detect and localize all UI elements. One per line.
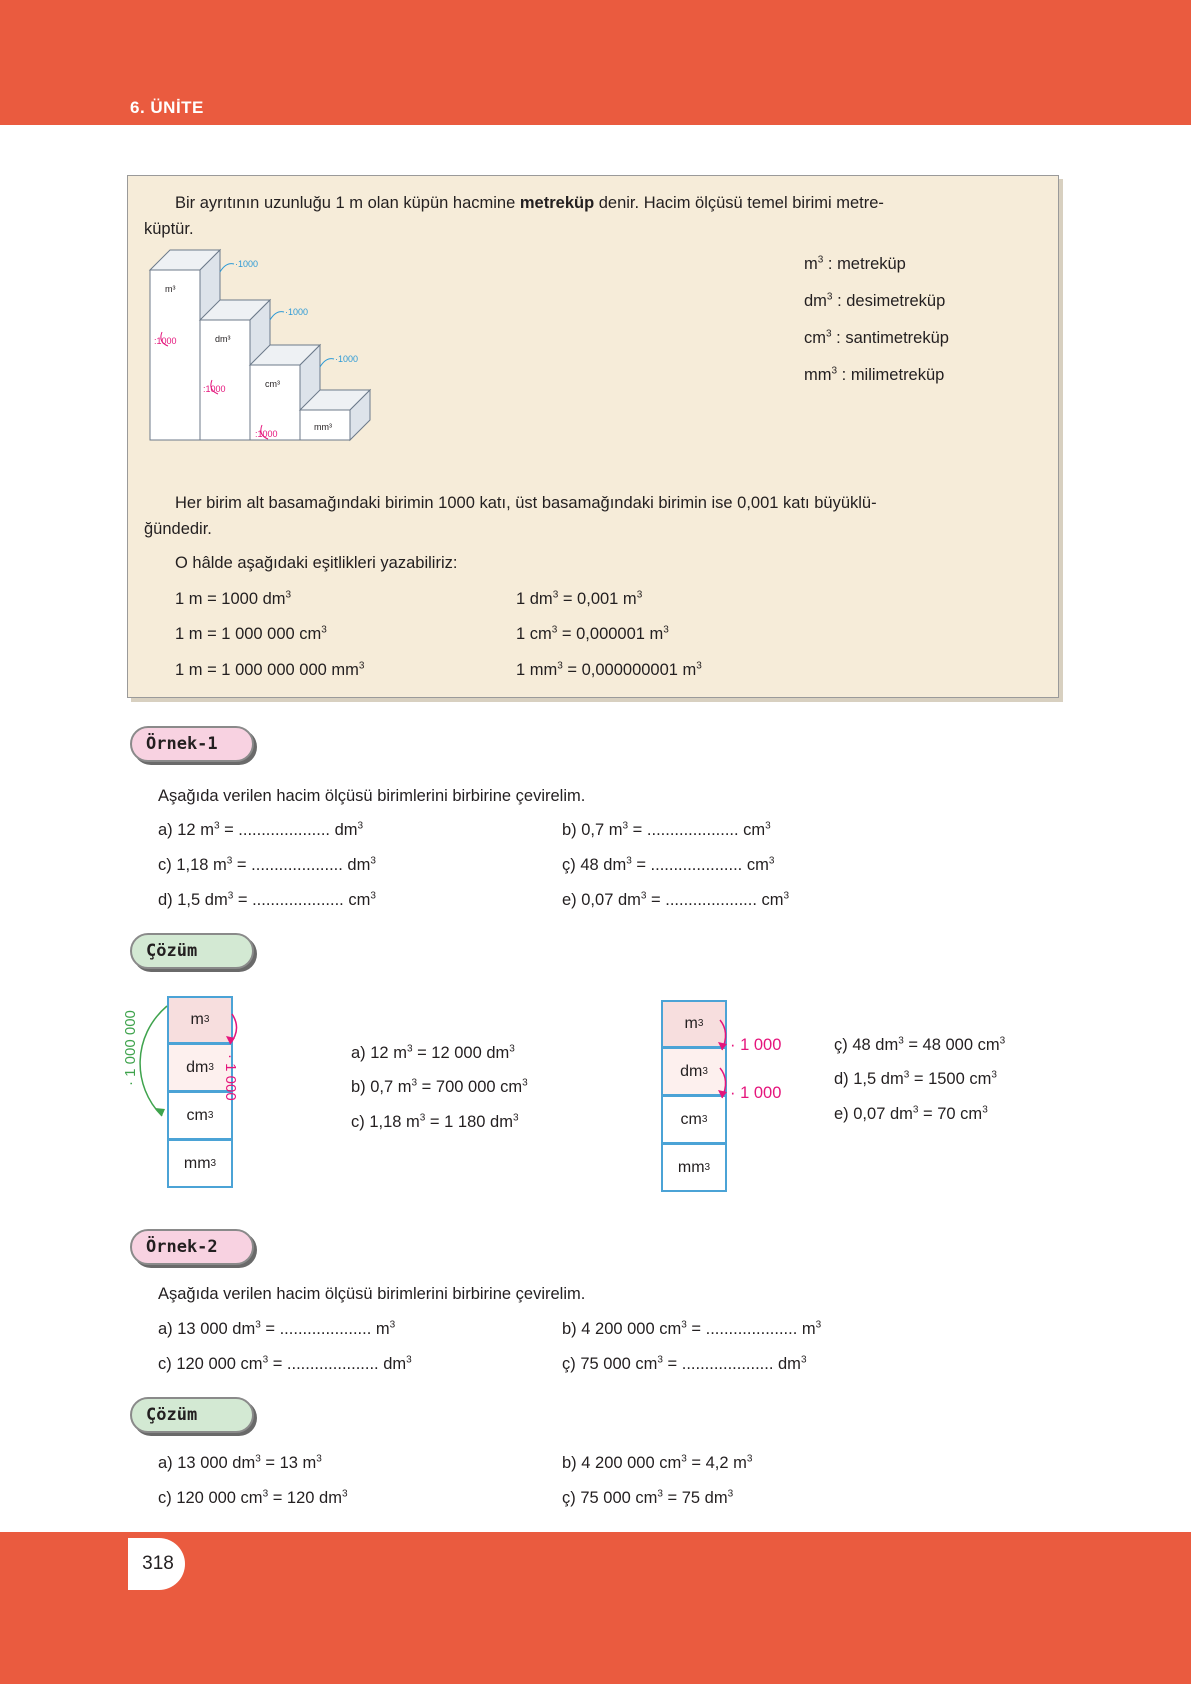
ladder-cell-mm3: mm 3	[661, 1144, 727, 1192]
example-2-item-c: c) 120 000 $cm^3$ = .................... $dm^3$	[158, 1354, 412, 1373]
solution-2-answer-b: b) 4 200 000 $cm^3 = 4,2$ $m^3$	[562, 1453, 753, 1472]
example-1-label: Örnek-1	[130, 726, 254, 762]
cube-staircase-figure	[140, 240, 400, 465]
ladder-cell-mm3: mm 3	[167, 1140, 233, 1188]
solution-1-answer-d: d) 1,5 $dm^3 = 1500$ $cm^3$	[834, 1069, 997, 1088]
intro-text	[175, 190, 1045, 216]
equality-right: 1 $cm^3 = 0,000001$ $m^3$	[516, 624, 669, 643]
intro-text-start: Bir ayrıtının uzunluğu 1 m olan küpün hacmine	[175, 194, 520, 212]
stair-multiply-3: ·1000	[335, 354, 359, 364]
page-number: 318	[128, 1538, 185, 1590]
solution-1-answer-cc: ç) 48 $dm^3 = 48$ 000 $cm^3$	[834, 1035, 1006, 1054]
stair-label-dm3: dm³	[215, 334, 231, 344]
factor-thousand-left: · 1 000	[222, 1054, 239, 1101]
ladder-cell-cm3: cm 3	[167, 1092, 233, 1140]
solution-2-answer-cc: ç) 75 000 $cm^3 = 75$ $dm^3$	[562, 1488, 734, 1507]
ladder-cell-cm3: cm 3	[661, 1096, 727, 1144]
stair-label-cm3: cm³	[265, 379, 280, 389]
definition-box	[127, 175, 1059, 698]
solution-1-answer-c: c) 1,18 $m^3 = 1$ 180 $dm^3$	[351, 1112, 519, 1131]
factor-thousand-right-1: · 1 000	[730, 1036, 782, 1054]
factor-million: · 1 000 000	[122, 1010, 139, 1086]
equality-left: 1 m = 1 000 000 000 $mm^3$	[175, 660, 365, 679]
solution-1-answer-a: a) 12 $m^3 = 12$ 000 $dm^3$	[351, 1043, 515, 1062]
example-1-item-b: b) 0,7 $m^3$ = .................... $cm^3$	[562, 820, 771, 839]
example-1-prompt: Aşağıda verilen hacim ölçüsü birimlerini birbirine çevirelim.	[158, 787, 586, 805]
ladder-cell-dm3: dm 3	[661, 1048, 727, 1096]
legend-item-mm3: $mm^3$ : milimetreküp	[804, 365, 945, 384]
example-1-item-c: c) 1,18 $m^3$ = .................... $dm^3$	[158, 855, 376, 874]
intro-bold-term: metreküp	[519, 194, 595, 212]
right-ladder-arrows	[700, 1000, 740, 1150]
ladder-cell-m3: m 3	[167, 996, 233, 1044]
example-1-item-e: e) 0,07 $dm^3$ = .................... $cm^3$	[562, 890, 790, 909]
stair-multiply-1: ·1000	[235, 259, 259, 269]
solution-2-label: Çözüm	[130, 1397, 254, 1433]
stair-divide-3: :1000	[255, 429, 278, 439]
example-1-item-a: a) 12 $m^3$ = .................... $dm^3$	[158, 820, 364, 839]
stair-label-m3: m³	[165, 284, 176, 294]
equality-left: 1 m = 1000 $dm^3$	[175, 589, 292, 608]
example-1-item-cc: ç) 48 $dm^3$ = .................... $cm^3$	[562, 855, 775, 874]
solution-1-label: Çözüm	[130, 933, 254, 969]
example-2-label: Örnek-2	[130, 1229, 254, 1265]
example-2-item-cc: ç) 75 000 $cm^3$ = .................... $dm^3$	[562, 1354, 807, 1373]
left-ladder-arrows	[122, 996, 262, 1146]
solution-2-answer-a: a) 13 000 $dm^3 = 13$ $m^3$	[158, 1453, 322, 1472]
stair-divide-2: :1000	[203, 384, 226, 394]
stair-divide-1: :1000	[154, 336, 177, 346]
intro-text-end: denir. Hacim ölçüsü temel birimi metre-	[594, 194, 884, 212]
legend-item-cm3: $cm^3$ : santimetreküp	[804, 328, 949, 347]
stair-label-mm3: mm³	[314, 422, 332, 432]
solution-2-answer-c: c) 120 000 $cm^3 = 120$ $dm^3$	[158, 1488, 348, 1507]
solution-1-answer-e: e) 0,07 $dm^3 = 70$ $cm^3$	[834, 1104, 988, 1123]
unit-label: 6. ÜNİTE	[130, 98, 204, 117]
relation-text-line1: Her birim alt basamağındaki birimin 1000 katı, üst basamağındaki birimin ise 0,001 katı büyüklü-	[175, 494, 877, 512]
intro-line2: küptür.	[144, 220, 194, 238]
relation-text-line2: ğündedir.	[144, 520, 212, 538]
example-2-item-a: a) 13 000 $dm^3$ = .................... $m^3$	[158, 1319, 396, 1338]
legend-item-dm3: $dm^3$ : desimetreküp	[804, 291, 946, 310]
equality-left: 1 m = 1 000 000 $cm^3$	[175, 624, 327, 643]
example-2-prompt: Aşağıda verilen hacim ölçüsü birimlerini birbirine çevirelim.	[158, 1285, 586, 1303]
stair-multiply-2: ·1000	[285, 307, 309, 317]
ladder-cell-dm3: dm 3	[167, 1044, 233, 1092]
example-1-item-d: d) 1,5 $dm^3$ = .................... $cm^3$	[158, 890, 376, 909]
equality-right: 1 $mm^3 = 0,000000001$ $m^3$	[516, 660, 702, 679]
legend-item-m3: $m^3$ : metreküp	[804, 254, 906, 273]
example-2-item-b: b) 4 200 000 $cm^3$ = .................... $m^3$	[562, 1319, 822, 1338]
equalities-lead: O hâlde aşağıdaki eşitlikleri yazabiliriz:	[175, 554, 458, 572]
solution-1-answer-b: b) 0,7 $m^3 = 700$ 000 $cm^3$	[351, 1077, 528, 1096]
equality-right: 1 $dm^3 = 0,001$ $m^3$	[516, 589, 643, 608]
factor-thousand-right-2: · 1 000	[730, 1084, 782, 1102]
ladder-cell-m3: m 3	[661, 1000, 727, 1048]
